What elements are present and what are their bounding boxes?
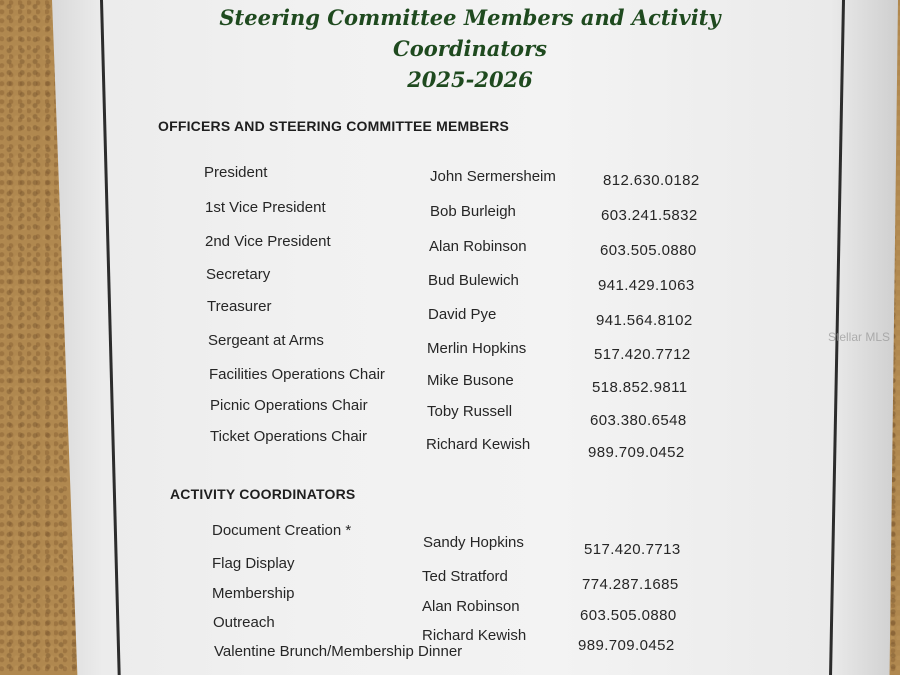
coordinator-role: Membership (212, 585, 295, 602)
document-title-block (160, 2, 780, 95)
officer-role: Facilities Operations Chair (209, 366, 385, 383)
officer-phone: 812.630.0182 (603, 172, 700, 189)
coordinator-phone: 517.420.7713 (584, 541, 681, 558)
officer-phone: 517.420.7712 (594, 346, 691, 363)
officer-name: Alan Robinson (429, 238, 527, 255)
coordinator-name: Richard Kewish (422, 627, 527, 644)
officer-name: Bob Burleigh (430, 203, 516, 220)
officer-phone: 518.852.9811 (592, 379, 688, 396)
officer-role: Ticket Operations Chair (210, 428, 368, 445)
coordinators-heading: ACTIVITY COORDINATORS (170, 486, 356, 502)
coordinator-name: Ted Stratford (422, 568, 508, 585)
document-title: Steering Committee Members and Activity Coordinators (219, 5, 721, 61)
officer-role: Sergeant at Arms (208, 332, 324, 349)
officer-role: 1st Vice President (205, 199, 326, 216)
coordinator-phone: 774.287.1685 (582, 576, 679, 593)
officer-phone: 603.241.5832 (601, 207, 698, 224)
officer-name: Toby Russell (427, 403, 513, 420)
coordinator-phone: 989.709.0452 (578, 637, 675, 654)
officer-name: John Sermersheim (430, 168, 556, 185)
officer-role: Treasurer (207, 298, 272, 315)
officer-phone: 941.429.1063 (598, 277, 695, 294)
coordinator-name: Sandy Hopkins (423, 534, 524, 551)
coordinator-name: Alan Robinson (422, 598, 520, 615)
officer-role: Picnic Operations Chair (210, 397, 368, 414)
officer-role: Secretary (206, 266, 271, 283)
officer-phone: 941.564.8102 (596, 312, 693, 329)
officers-heading: OFFICERS AND STEERING COMMITTEE MEMBERS (158, 118, 510, 134)
officer-name: Merlin Hopkins (427, 340, 527, 357)
coordinator-role: Flag Display (212, 555, 295, 572)
officer-name: Mike Busone (427, 372, 514, 389)
watermark: Stellar MLS (828, 330, 891, 344)
officer-phone: 603.380.6548 (590, 412, 687, 429)
officer-name: David Pye (428, 306, 497, 323)
officer-phone: 603.505.0880 (600, 242, 697, 259)
officer-name: Bud Bulewich (428, 272, 519, 289)
officer-role: President (204, 164, 268, 181)
coordinator-role: Valentine Brunch/Membership Dinner (214, 643, 463, 660)
coordinator-role: Outreach (213, 614, 275, 631)
officer-role: 2nd Vice President (205, 233, 331, 250)
officer-name: Richard Kewish (426, 436, 531, 453)
coordinator-phone: 603.505.0880 (580, 607, 677, 624)
officer-phone: 989.709.0452 (588, 444, 685, 461)
coordinator-role: Document Creation * (212, 522, 352, 539)
document-year: 2025-2026 (407, 67, 533, 92)
